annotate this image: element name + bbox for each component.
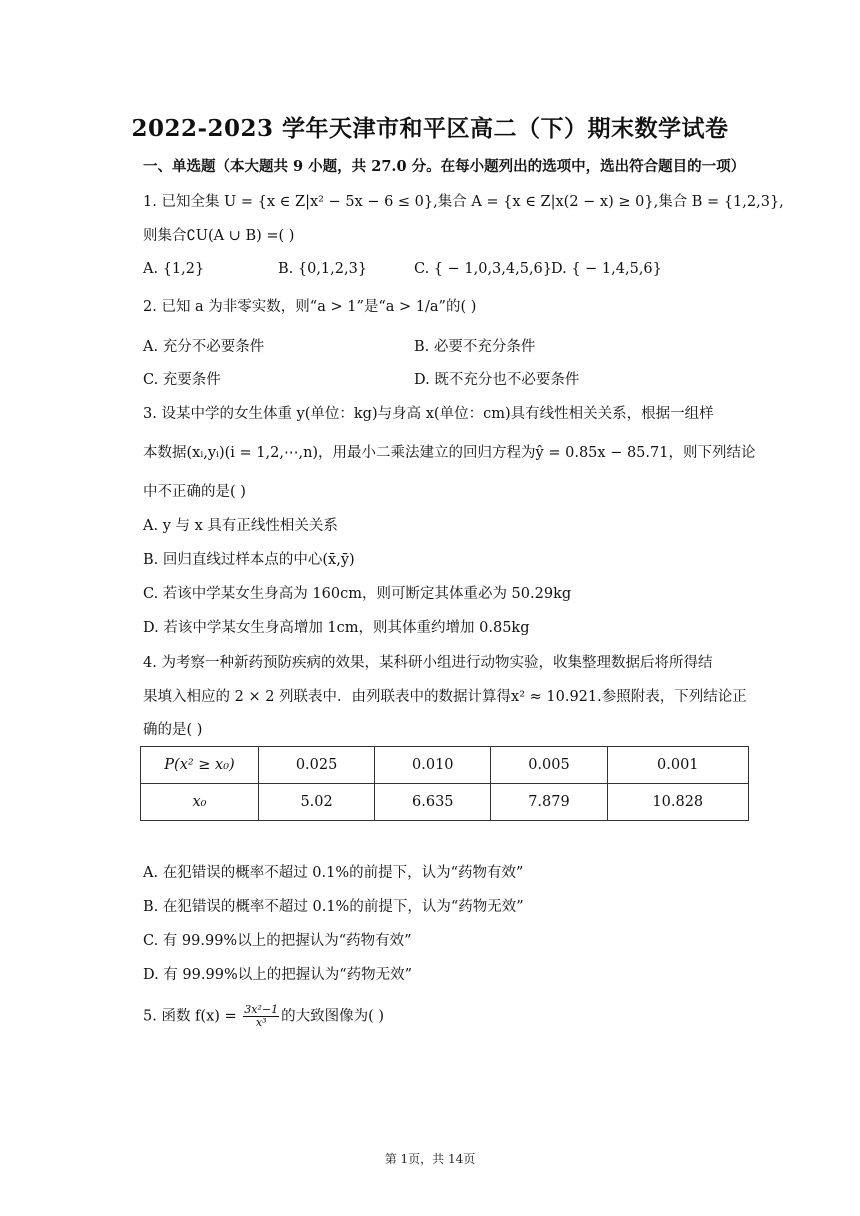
question-4-line-1: 4. 为考察一种新药预防疾病的效果，某科研小组进行动物实验，收集整理数据后将所得结 [143,655,713,671]
q1-option-d: D. { − 1,4,5,6} [551,261,662,277]
q2-option-c: C. 充要条件 [143,372,221,388]
q1-option-a: A. {1,2} [143,261,205,277]
q3-option-d: D. 若该中学某女生身高增加 1cm，则其体重约增加 0.85kg [143,620,530,636]
q4-option-b: B. 在犯错误的概率不超过 0.1%的前提下，认为“药物无效” [143,899,524,915]
question-3-line-1: 3. 设某中学的女生体重 y(单位：kg)与身高 x(单位：cm)具有线性相关关系，根据一组样 [143,406,714,422]
q1-option-b: B. {0,1,2,3} [278,261,368,277]
q2-option-b: B. 必要不充分条件 [414,339,536,355]
q5-prefix: 5. 函数 f(x) = [143,1008,242,1025]
q4-option-c: C. 有 99.99%以上的把握认为“药物有效” [143,933,412,949]
q3-option-c: C. 若该中学某女生身高为 160cm，则可断定其体重必为 50.29kg [143,586,572,602]
table-cell: 0.001 [607,747,748,784]
q1-option-c: C. { − 1,0,3,4,5,6} [414,261,553,277]
question-4-line-2: 果填入相应的 2 × 2 列联表中．由列联表中的数据计算得x² ≈ 10.921.参照附表，下列结论正 [143,689,747,705]
q4-option-a: A. 在犯错误的概率不超过 0.1%的前提下，认为“药物有效” [143,865,524,881]
q3-option-b: B. 回归直线过样本点的中心(x̄,ȳ) [143,552,355,568]
q3-option-a: A. y 与 x 具有正线性相关关系 [143,518,338,534]
table-cell: 0.005 [491,747,607,784]
critical-value-table [140,746,749,821]
page-title: 2022-2023 学年天津市和平区高二（下）期末数学试卷 [131,115,729,142]
question-2-line-1: 2. 已知 a 为非零实数，则“a > 1”是“a > 1/a”的( ) [143,299,477,315]
section-heading: 一、单选题（本大题共 9 小题，共 27.0 分。在每小题列出的选项中，选出符合题目的一项） [143,158,746,175]
table-cell: P(x² ≥ x₀) [141,747,259,784]
q5-numerator: 3x²−1 [244,1003,279,1016]
table-cell: 7.879 [491,784,607,821]
question-3-line-2: 本数据(xᵢ,yᵢ)(i = 1,2,⋯,n)，用最小二乘法建立的回归方程为ŷ = 0.85x − 85.71，则下列结论 [143,445,756,461]
q5-suffix: 的大致图像为( ) [281,1008,385,1025]
q2-option-a: A. 充分不必要条件 [143,339,265,355]
table-cell: 5.02 [259,784,375,821]
question-1-line-2: 则集合∁U(A ∪ B) =( ) [143,228,295,244]
q5-denominator: x³ [255,1016,267,1029]
q4-option-d: D. 有 99.99%以上的把握认为“药物无效” [143,967,413,983]
question-1-line-1: 1. 已知全集 U = {x ∈ Z|x² − 5x − 6 ≤ 0},集合 A = {x ∈ Z|x(2 − x) ≥ 0},集合 B = {1,2,3}, [143,194,784,210]
table-cell: 6.635 [375,784,491,821]
page-footer: 第 1页，共 14页 [384,1152,476,1166]
table-row [141,747,749,784]
table-cell: 0.010 [375,747,491,784]
q2-option-d: D. 既不充分也不必要条件 [414,372,580,388]
question-4-line-3: 确的是( ) [143,722,203,738]
q5-fraction [243,1004,279,1029]
table-row [141,784,749,821]
table-cell: x₀ [141,784,259,821]
question-3-line-3: 中不正确的是( ) [143,484,246,500]
table-cell: 10.828 [607,784,748,821]
question-5-line-1 [143,1004,384,1029]
table-cell: 0.025 [259,747,375,784]
